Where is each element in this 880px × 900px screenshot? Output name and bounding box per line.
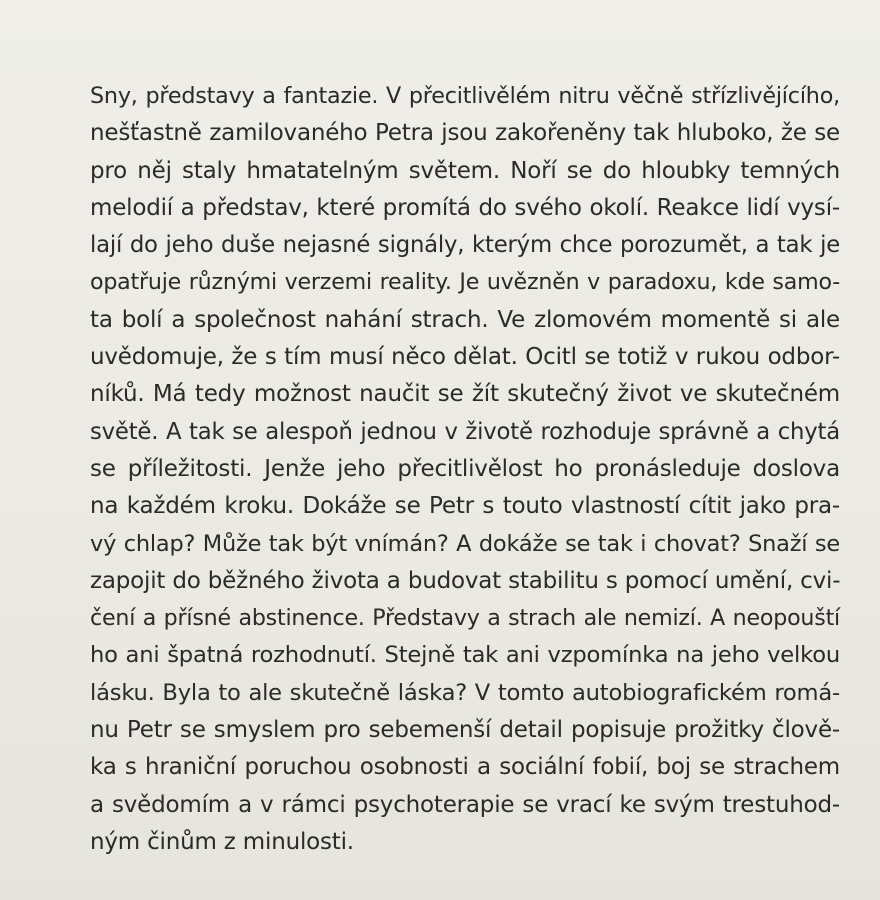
blurb-line: opatřuje různými verzemi reality. Je uvězněn v paradoxu, kde samo- xyxy=(90,269,840,296)
blurb-line: ným činům z minulosti. xyxy=(90,828,354,855)
blurb-line: pro něj staly hmatatelným světem. Noří se do hloubky temných xyxy=(90,157,840,184)
blurb-line: Sny, představy a fantazie. V přecitlivělém nitru věčně střízlivějícího, xyxy=(90,83,840,109)
blurb-line: uvědomuje, že s tím musí něco dělat. Ocitl se totiž v rukou odbor- xyxy=(90,344,840,371)
blurb-line: vý chlap? Může tak být vnímán? A dokáže se tak i chovat? Snaží se xyxy=(90,530,840,557)
cover-blurb-text xyxy=(90,78,840,861)
blurb-line: zapojit do běžného života a budovat stabilitu s pomocí umění, cvi- xyxy=(90,567,841,594)
blurb-line: na každém kroku. Dokáže se Petr s touto vlastností cítit jako pra- xyxy=(90,493,840,520)
blurb-line: lají do jeho duše nejasné signály, kterým chce porozumět, a tak je xyxy=(90,232,840,259)
blurb-line: čení a přísné abstinence. Představy a strach ale nemizí. A neopouští xyxy=(90,605,840,632)
blurb-line: ho ani špatná rozhodnutí. Stejně tak ani vzpomínka na jeho velkou xyxy=(90,642,840,669)
blurb-line: se příležitosti. Jenže jeho přecitlivělost ho pronásleduje doslova xyxy=(90,455,840,482)
blurb-line: níků. Má tedy možnost naučit se žít skutečný život ve skutečném xyxy=(90,381,840,408)
blurb-line: nešťastně zamilovaného Petra jsou zakořeněny tak hluboko, že se xyxy=(90,120,840,147)
blurb-line: melodií a představ, které promítá do svého okolí. Reakce lidí vysí- xyxy=(90,194,840,221)
blurb-line: nu Petr se smyslem pro sebemenší detail popisuje prožitky člově- xyxy=(90,717,840,744)
blurb-line: a svědomím a v rámci psychoterapie se vrací ke svým trestuhod- xyxy=(90,791,840,818)
blurb-line: lásku. Byla to ale skutečně láska? V tomto autobiografickém romá- xyxy=(90,679,840,706)
blurb-line: světě. A tak se alespoň jednou v životě rozhoduje správně a chytá xyxy=(90,418,840,445)
blurb-line: ta bolí a společnost nahání strach. Ve zlomovém momentě si ale xyxy=(90,306,840,333)
blurb-line: ka s hraniční poruchou osobnosti a sociální fobií, boj se strachem xyxy=(90,754,840,781)
